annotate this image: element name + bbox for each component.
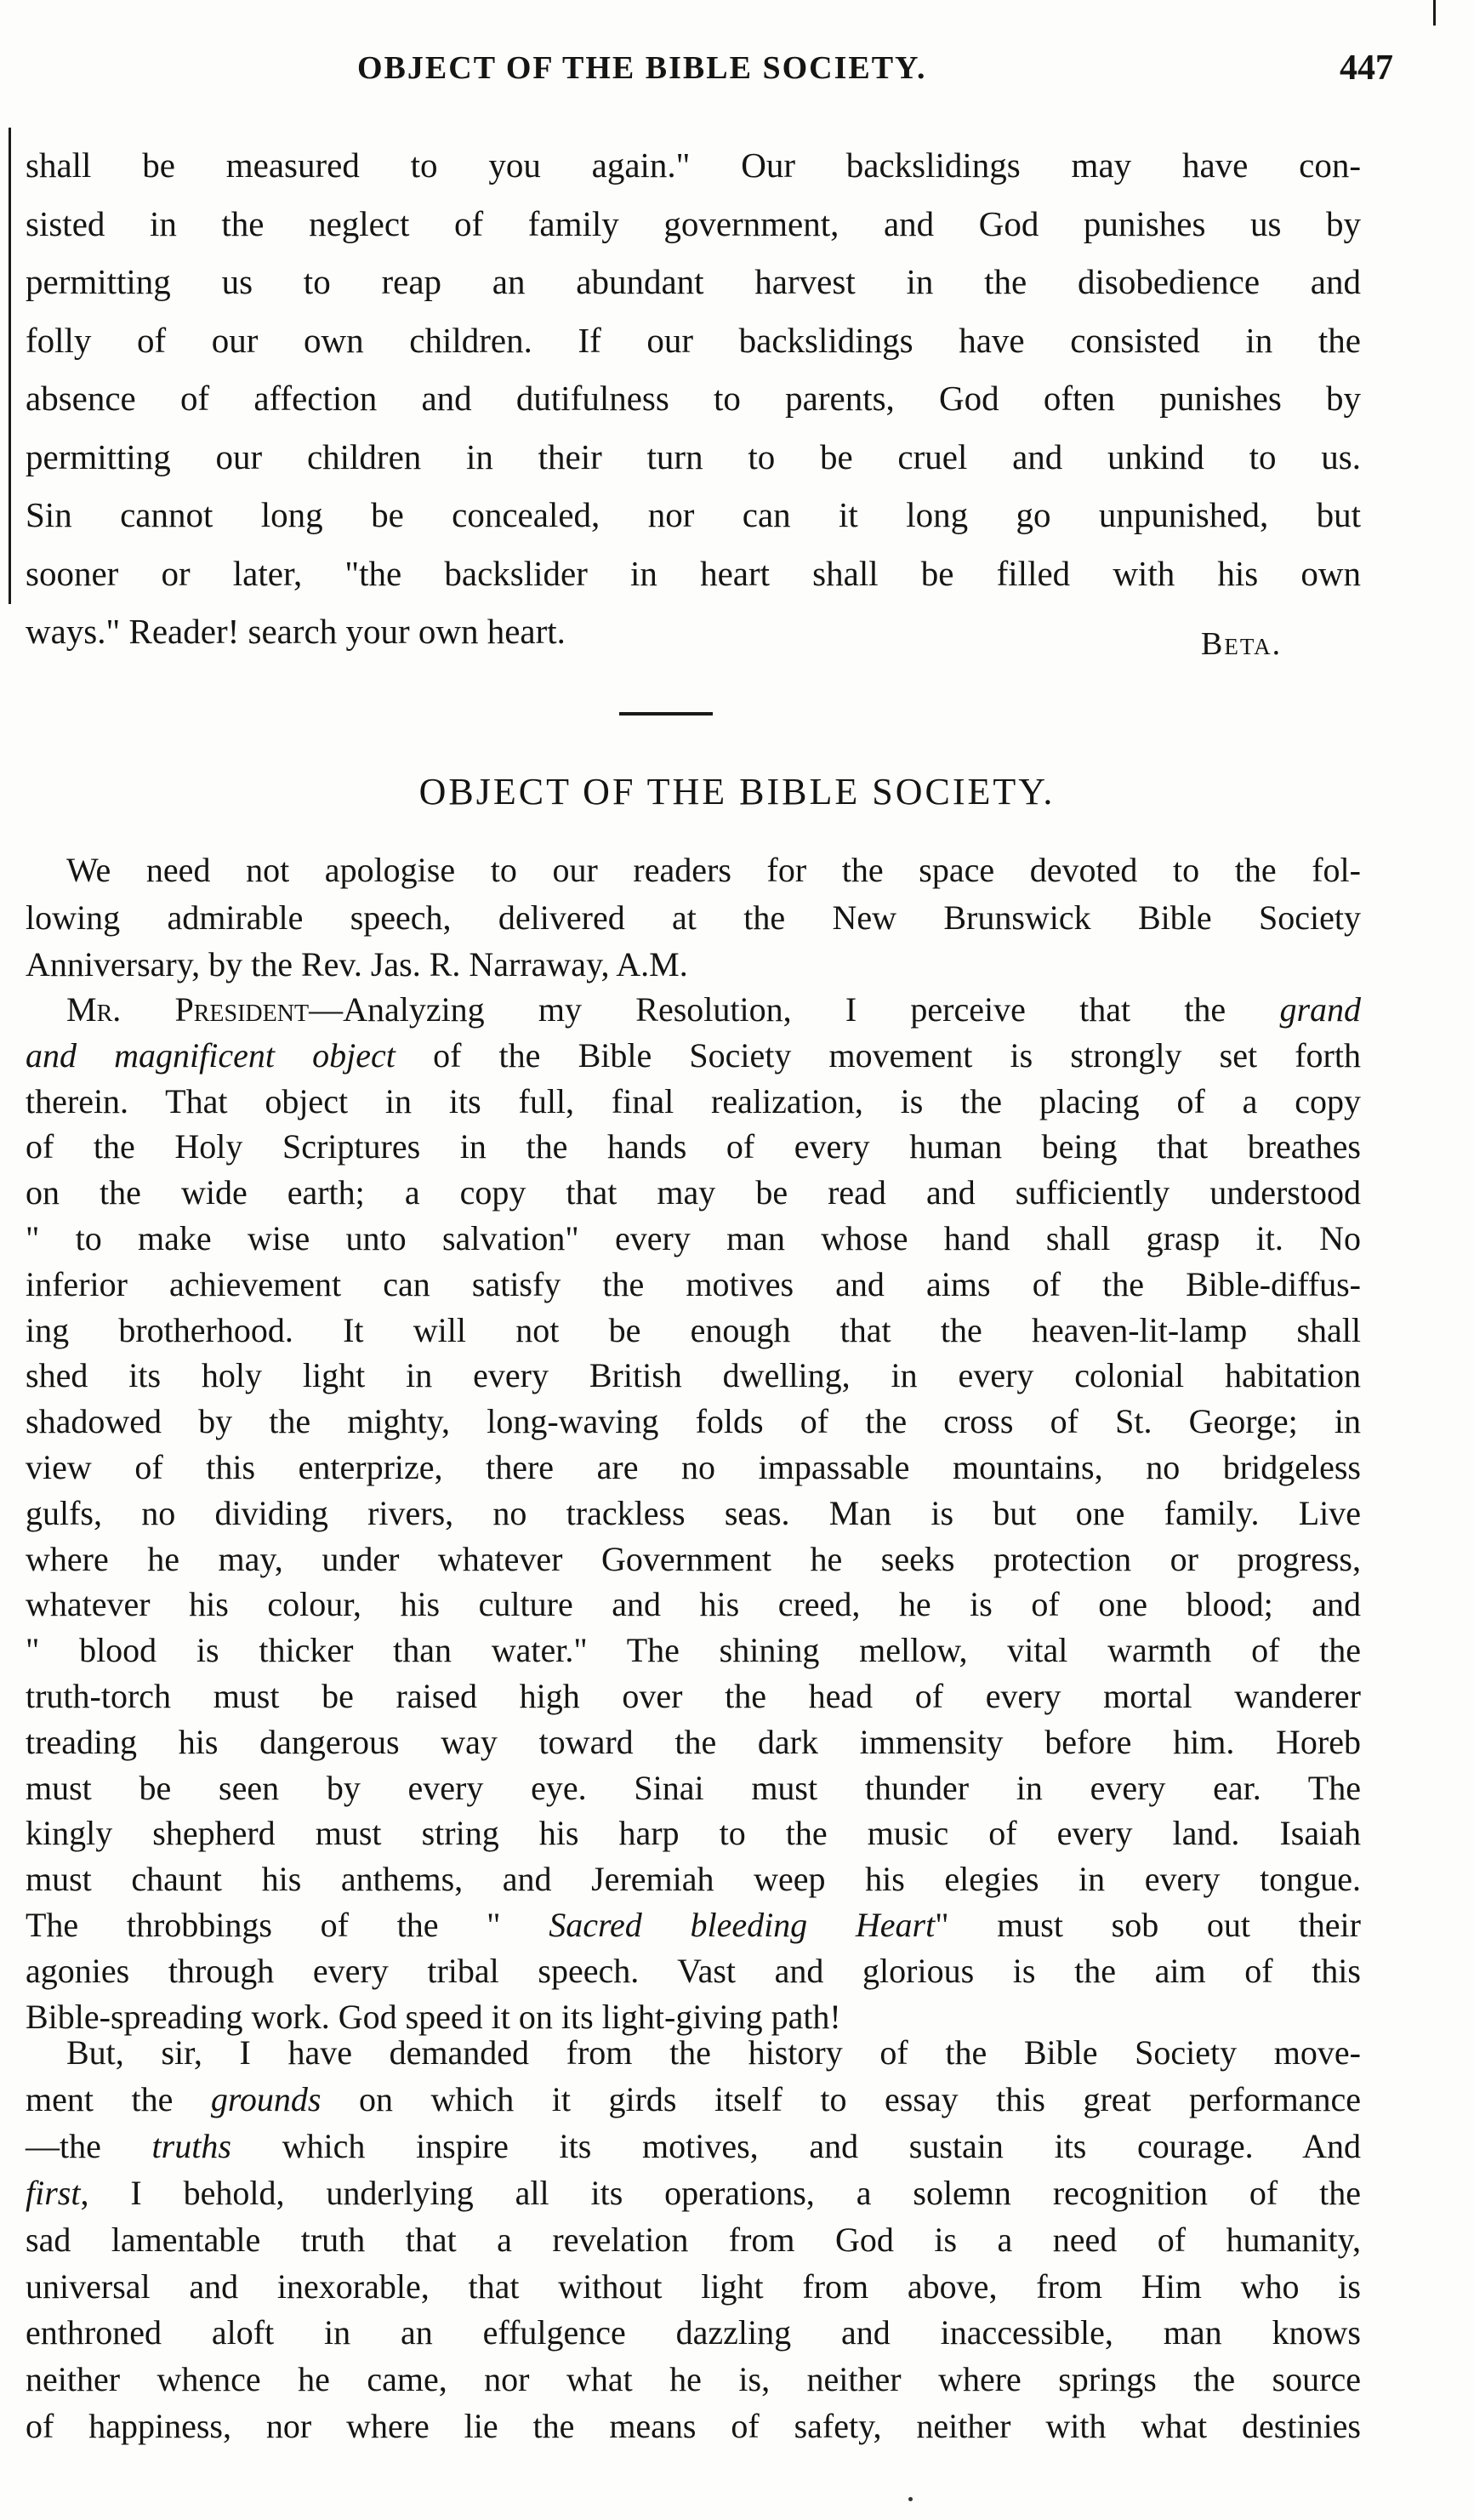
- text-line: folly of our own children. If our backslidings have consisted in the: [26, 320, 1361, 360]
- text-line: shall be measured to you again." Our backslidings may have con-: [26, 145, 1361, 185]
- text-line: We need not apologise to our readers for the space devoted to the fol-: [66, 851, 1361, 889]
- emphasis: truths: [151, 2126, 231, 2165]
- emphasis: and magnificent object: [26, 1035, 396, 1075]
- text-line: Anniversary, by the Rev. Jas. R. Narraway, A.M.: [26, 945, 688, 983]
- text-line: truth-torch must be raised high over the head of every mortal wanderer: [26, 1676, 1361, 1715]
- text-line: absence of affection and dutifulness to parents, God often punishes by: [26, 379, 1361, 418]
- text-line: must chaunt his anthems, and Jeremiah weep his elegies in every tongue.: [26, 1860, 1361, 1899]
- text-line: of happiness, nor where lie the means of safety, neither with what destinies: [26, 2407, 1361, 2446]
- author-signature: Beta.: [1201, 626, 1283, 662]
- text-line: on the wide earth; a copy that may be read and sufficiently understood: [26, 1173, 1361, 1212]
- text-line: kingly shepherd must string his harp to the music of every land. Isaiah: [26, 1814, 1361, 1853]
- text-line: Sin cannot long be concealed, nor can it long go unpunished, but: [26, 495, 1361, 534]
- print-speck: [908, 2497, 913, 2501]
- text-line: ways." Reader! search your own heart.: [26, 612, 566, 651]
- text-line: " to make wise unto salvation" every man whose hand shall grasp it. No: [26, 1218, 1361, 1257]
- text-line: gulfs, no dividing rivers, no trackless seas. Man is but one family. Live: [26, 1493, 1361, 1532]
- text-line: permitting us to reap an abundant harvest in the disobedience and: [26, 262, 1361, 301]
- page-number: 447: [1340, 48, 1393, 88]
- text-line: shadowed by the mighty, long-waving folds of the cross of St. George; in: [26, 1402, 1361, 1441]
- text-line: But, sir, I have demanded from the history of the Bible Society move-: [66, 2033, 1361, 2072]
- text-line: first, I behold, underlying all its operations, a solemn recognition of the: [26, 2173, 1361, 2212]
- emphasis: first: [26, 2173, 81, 2212]
- text-line: treading his dangerous way toward the dark immensity before him. Horeb: [26, 1722, 1361, 1761]
- text-line: therein. That object in its full, final realization, is the placing of a copy: [26, 1081, 1361, 1120]
- text-line: ment the grounds on which it girds itself to essay this great performance: [26, 2079, 1361, 2118]
- text-line: —the truths which inspire its motives, and sustain its courage. And: [26, 2126, 1361, 2165]
- text-line: view of this enterprize, there are no impassable mountains, no bridgeless: [26, 1447, 1361, 1486]
- emphasis: grand: [1279, 990, 1362, 1029]
- emphasis: Sacred bleeding Heart: [549, 1905, 936, 1944]
- text-line: and magnificent object of the Bible Society movement is strongly set forth: [26, 1035, 1361, 1075]
- text-line: where he may, under whatever Government he seeks protection or progress,: [26, 1539, 1361, 1578]
- text-line: whatever his colour, his culture and his creed, he is of one blood; and: [26, 1585, 1361, 1624]
- page-header: [34, 48, 1393, 100]
- text-line: must be seen by every eye. Sinai must thunder in every ear. The: [26, 1768, 1361, 1807]
- text-line: lowing admirable speech, delivered at the New Brunswick Bible Society: [26, 898, 1361, 937]
- text-line: permitting our children in their turn to be cruel and unkind to us.: [26, 436, 1361, 476]
- text-line: sad lamentable truth that a revelation from God is a need of humanity,: [26, 2220, 1361, 2259]
- article-title: OBJECT OF THE BIBLE SOCIETY.: [418, 771, 1056, 812]
- text-line: sooner or later, "the backslider in heart shall be filled with his own: [26, 553, 1361, 593]
- text-line: sisted in the neglect of family government, and God punishes us by: [26, 203, 1361, 243]
- text-line: agonies through every tribal speech. Vast and glorious is the aim of this: [26, 1951, 1361, 1990]
- salutation: Mr. President: [66, 990, 310, 1029]
- text-line: neither whence he came, nor what he is, neither where springs the source: [26, 2360, 1361, 2399]
- text-line: Bible-spreading work. God speed it on its light-giving path!: [26, 1997, 841, 2036]
- text-line: inferior achievement can satisfy the motives and aims of the Bible-diffus-: [26, 1264, 1361, 1303]
- editorial-intro: [26, 847, 1361, 989]
- previous-article-text: [26, 136, 1361, 661]
- text-line: The throbbings of the " Sacred bleeding Heart" must sob out their: [26, 1905, 1361, 1944]
- left-margin-rule: [9, 128, 11, 604]
- text-line: universal and inexorable, that without light from above, from Him who is: [26, 2266, 1361, 2306]
- text-line: Mr. President—Analyzing my Resolution, I perceive that the grand: [66, 990, 1362, 1029]
- text-line: shed its holy light in every British dwelling, in every colonial habitation: [26, 1356, 1361, 1395]
- speech-paragraph-2: [26, 2030, 1361, 2450]
- text-line: ing brotherhood. It will not be enough that the heaven-lit-lamp shall: [26, 1310, 1361, 1349]
- text-line: enthroned aloft in an effulgence dazzling and inaccessible, man knows: [26, 2313, 1361, 2352]
- text-line: " blood is thicker than water." The shining mellow, vital warmth of the: [26, 1631, 1361, 1670]
- section-divider: [619, 712, 713, 716]
- running-title: OBJECT OF THE BIBLE SOCIETY.: [357, 50, 927, 86]
- emphasis: grounds: [210, 2079, 322, 2118]
- top-edge-rule: [1433, 0, 1436, 26]
- text-line: of the Holy Scriptures in the hands of every human being that breathes: [26, 1127, 1361, 1166]
- speech-paragraph-1: [26, 987, 1361, 2039]
